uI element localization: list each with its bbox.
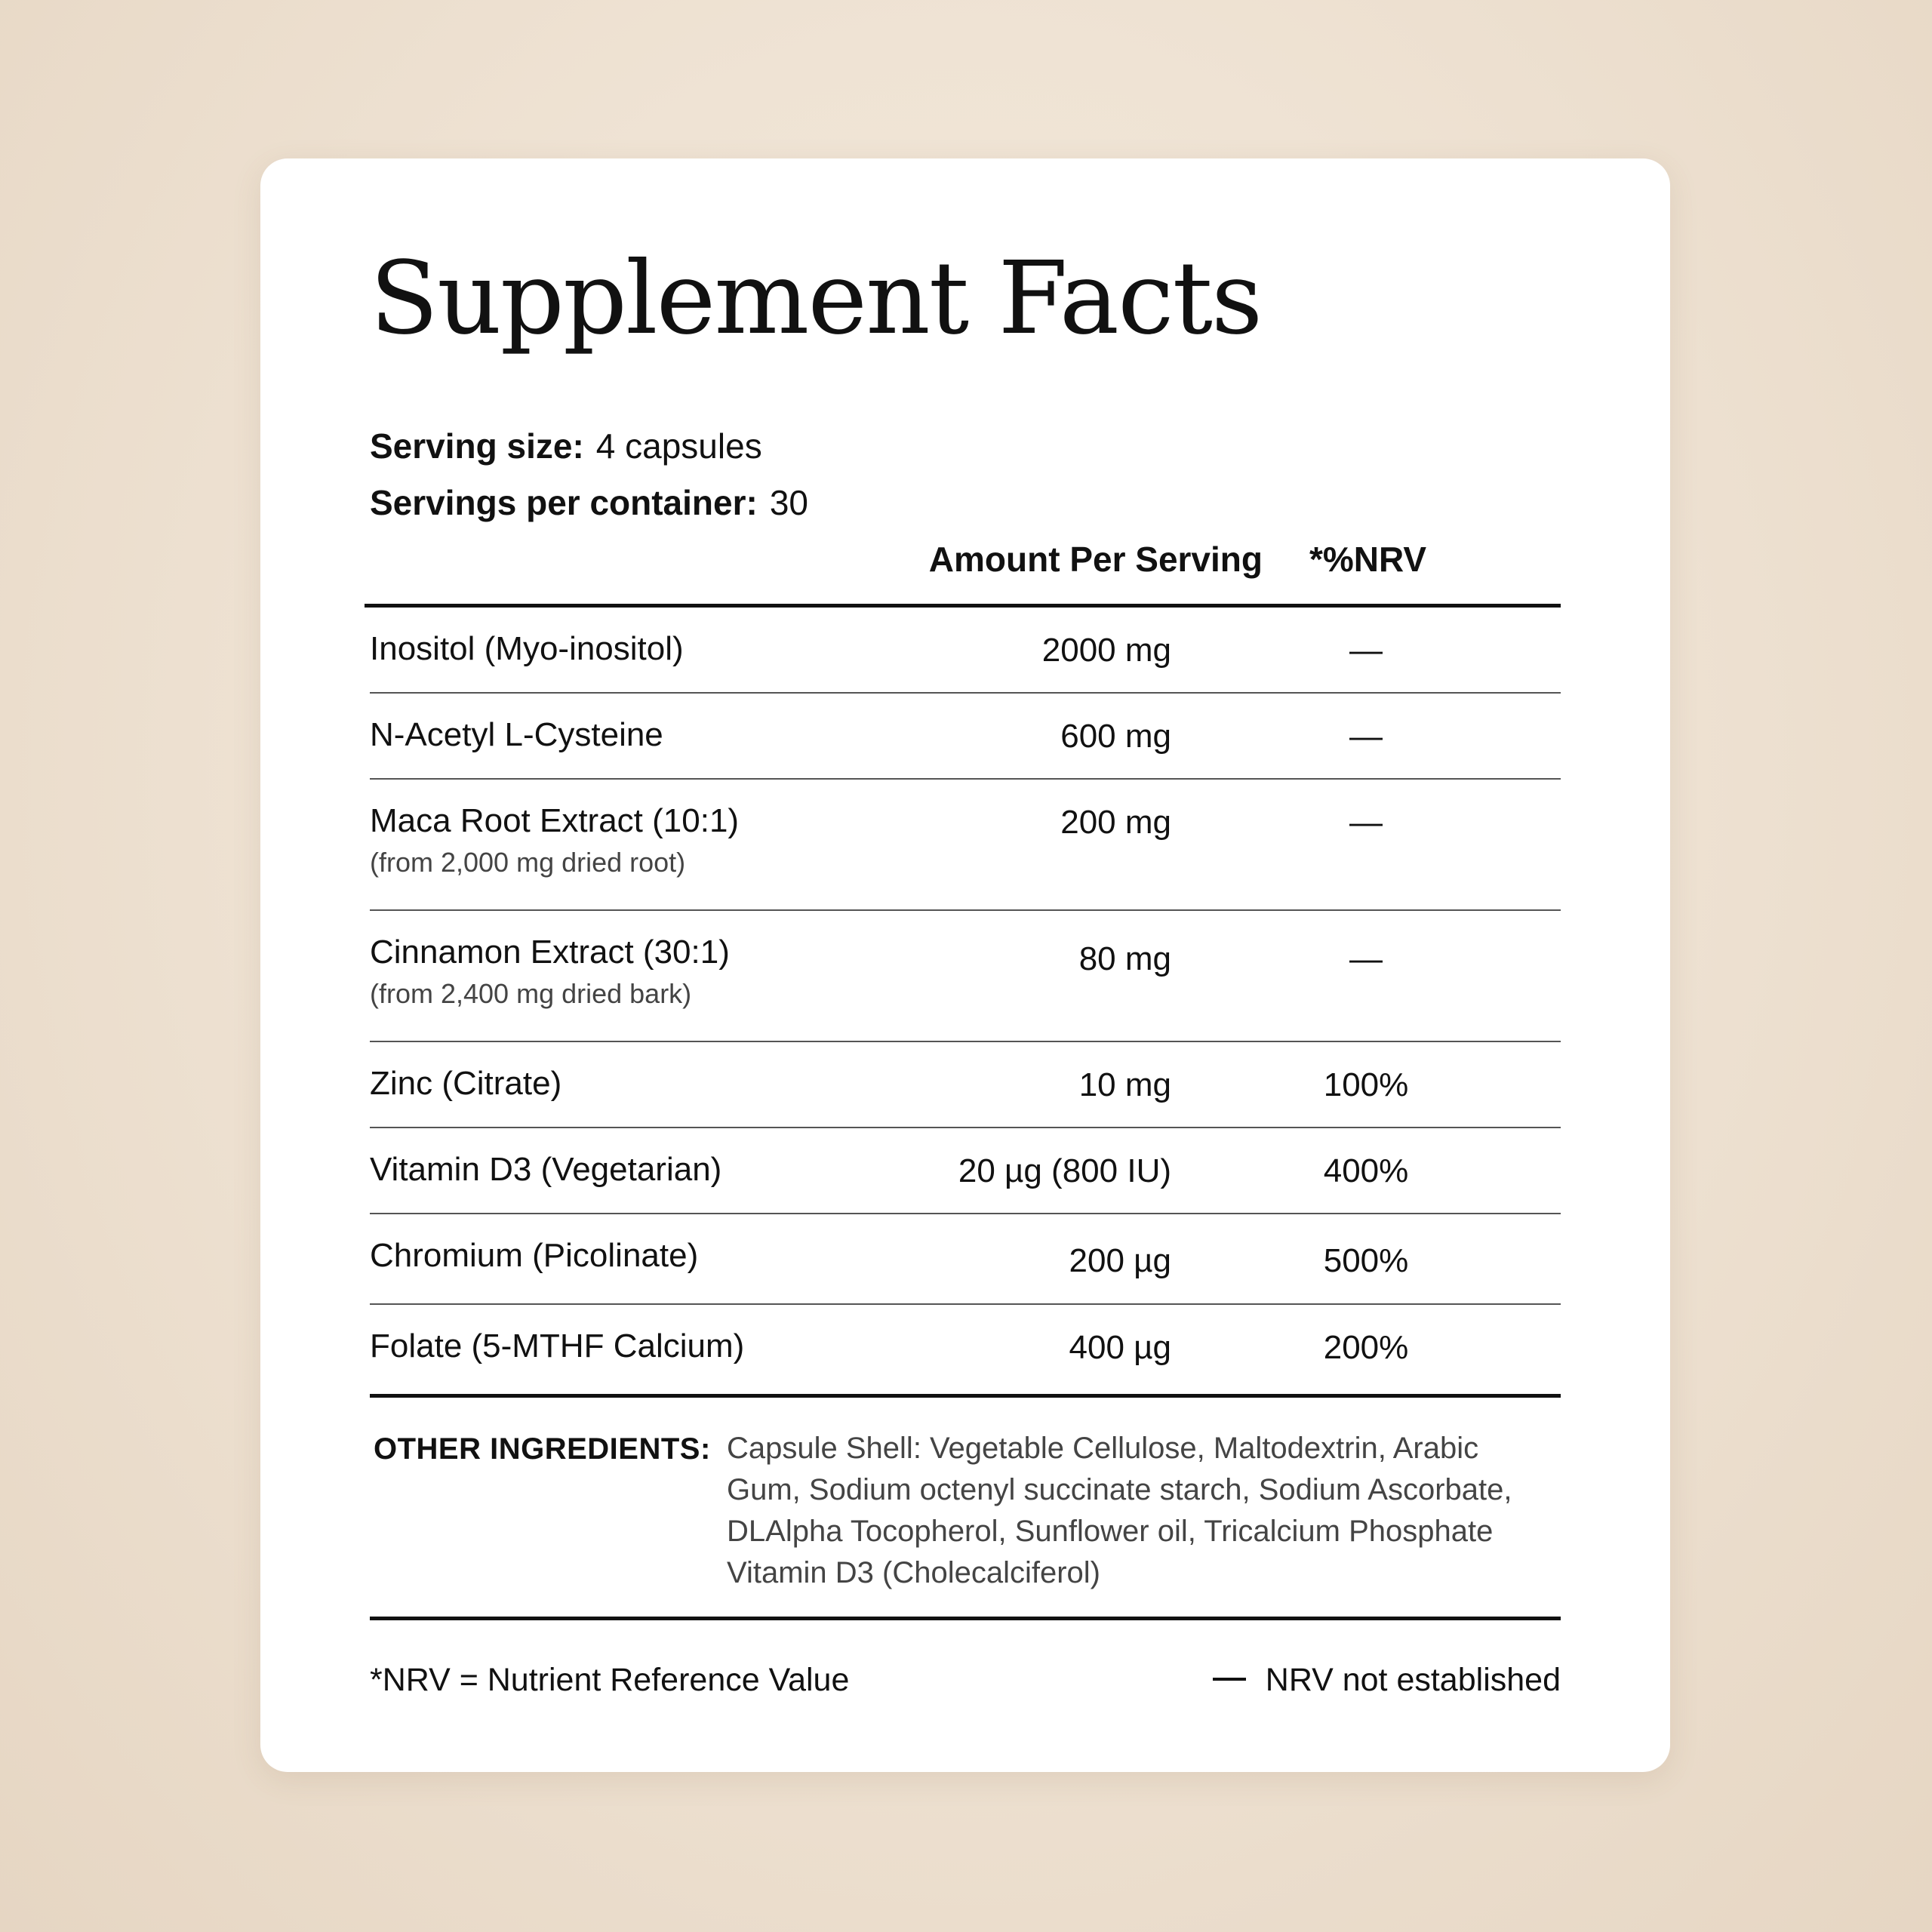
nrv-definition: *NRV = Nutrient Reference Value: [370, 1662, 850, 1698]
ingredient-nrv: 200%: [1323, 1329, 1409, 1366]
ingredients-table: [370, 608, 1561, 1395]
other-ingredients-text: Capsule Shell: Vegetable Cellulose, Maltodextrin, Arabic Gum, Sodium octenyl succinate starch, Sodium Ascorbate, DLAlpha Tocopherol, Sunflower oil, Tricalcium Phosphate Vitamin D3 (Cholecalciferol): [727, 1432, 1512, 1589]
dash-icon: [1213, 1678, 1246, 1681]
ingredient-name: Zinc (Citrate): [370, 1065, 562, 1102]
table-row: [370, 1214, 1561, 1305]
table-row: [370, 1128, 1561, 1214]
table-row: [370, 694, 1561, 780]
table-bottom-rule: [370, 1394, 1561, 1398]
ingredient-nrv: —: [1349, 632, 1383, 669]
serving-size-value: 4 capsules: [595, 426, 762, 466]
table-row: [370, 608, 1561, 694]
ingredient-name: Chromium (Picolinate): [370, 1237, 699, 1274]
other-ingredients-label: OTHER INGREDIENTS:: [374, 1432, 711, 1466]
ingredient-amount: 200 mg: [1060, 804, 1171, 841]
dash-legend-text: NRV not established: [1265, 1662, 1561, 1698]
ingredient-name: Cinnamon Extract (30:1): [370, 934, 730, 971]
ingredient-source-note: (from 2,000 mg dried root): [370, 847, 686, 878]
ingredient-amount: 200 µg: [1069, 1242, 1171, 1279]
ingredient-amount: 2000 mg: [1041, 632, 1171, 669]
ingredient-source-note: (from 2,400 mg dried bark): [370, 978, 692, 1009]
ingredient-name: Inositol (Myo-inositol): [370, 630, 684, 667]
table-row: [370, 911, 1561, 1042]
servings-per-container-label: Servings per container:: [370, 483, 758, 522]
servings-per-container-value: 30: [769, 483, 808, 522]
dash-legend: [1213, 1664, 1561, 1697]
ingredient-amount: 600 mg: [1060, 718, 1171, 755]
ingredient-name: Folate (5-MTHF Calcium): [370, 1327, 745, 1364]
ingredient-amount: 20 µg (800 IU): [958, 1152, 1171, 1189]
ingredient-nrv: 500%: [1323, 1242, 1409, 1279]
ingredient-nrv: —: [1349, 804, 1383, 841]
servings-per-container: [370, 485, 808, 520]
ingredient-amount: 80 mg: [1078, 940, 1171, 977]
serving-size-label: Serving size:: [370, 426, 584, 466]
table-row: [370, 1305, 1561, 1395]
ingredient-nrv: 100%: [1323, 1066, 1409, 1103]
table-row: [370, 1042, 1561, 1128]
amount-per-serving-header: Amount Per Serving: [928, 540, 1263, 579]
ingredient-nrv: 400%: [1323, 1152, 1409, 1189]
ingredient-nrv: —: [1349, 718, 1383, 755]
supplement-facts-card: [260, 158, 1670, 1772]
footer-rule: [370, 1617, 1561, 1620]
table-row: [370, 780, 1561, 911]
nrv-header: *%NRV: [1309, 540, 1427, 579]
ingredient-name: N-Acetyl L-Cysteine: [370, 716, 663, 753]
ingredient-nrv: —: [1349, 940, 1383, 977]
ingredient-amount: 400 µg: [1069, 1329, 1171, 1366]
serving-size: [370, 426, 762, 466]
ingredient-amount: 10 mg: [1078, 1066, 1171, 1103]
ingredient-name: Maca Root Extract (10:1): [370, 802, 740, 839]
ingredient-name: Vitamin D3 (Vegetarian): [370, 1151, 722, 1188]
page-title: Supplement Facts: [370, 241, 1262, 357]
